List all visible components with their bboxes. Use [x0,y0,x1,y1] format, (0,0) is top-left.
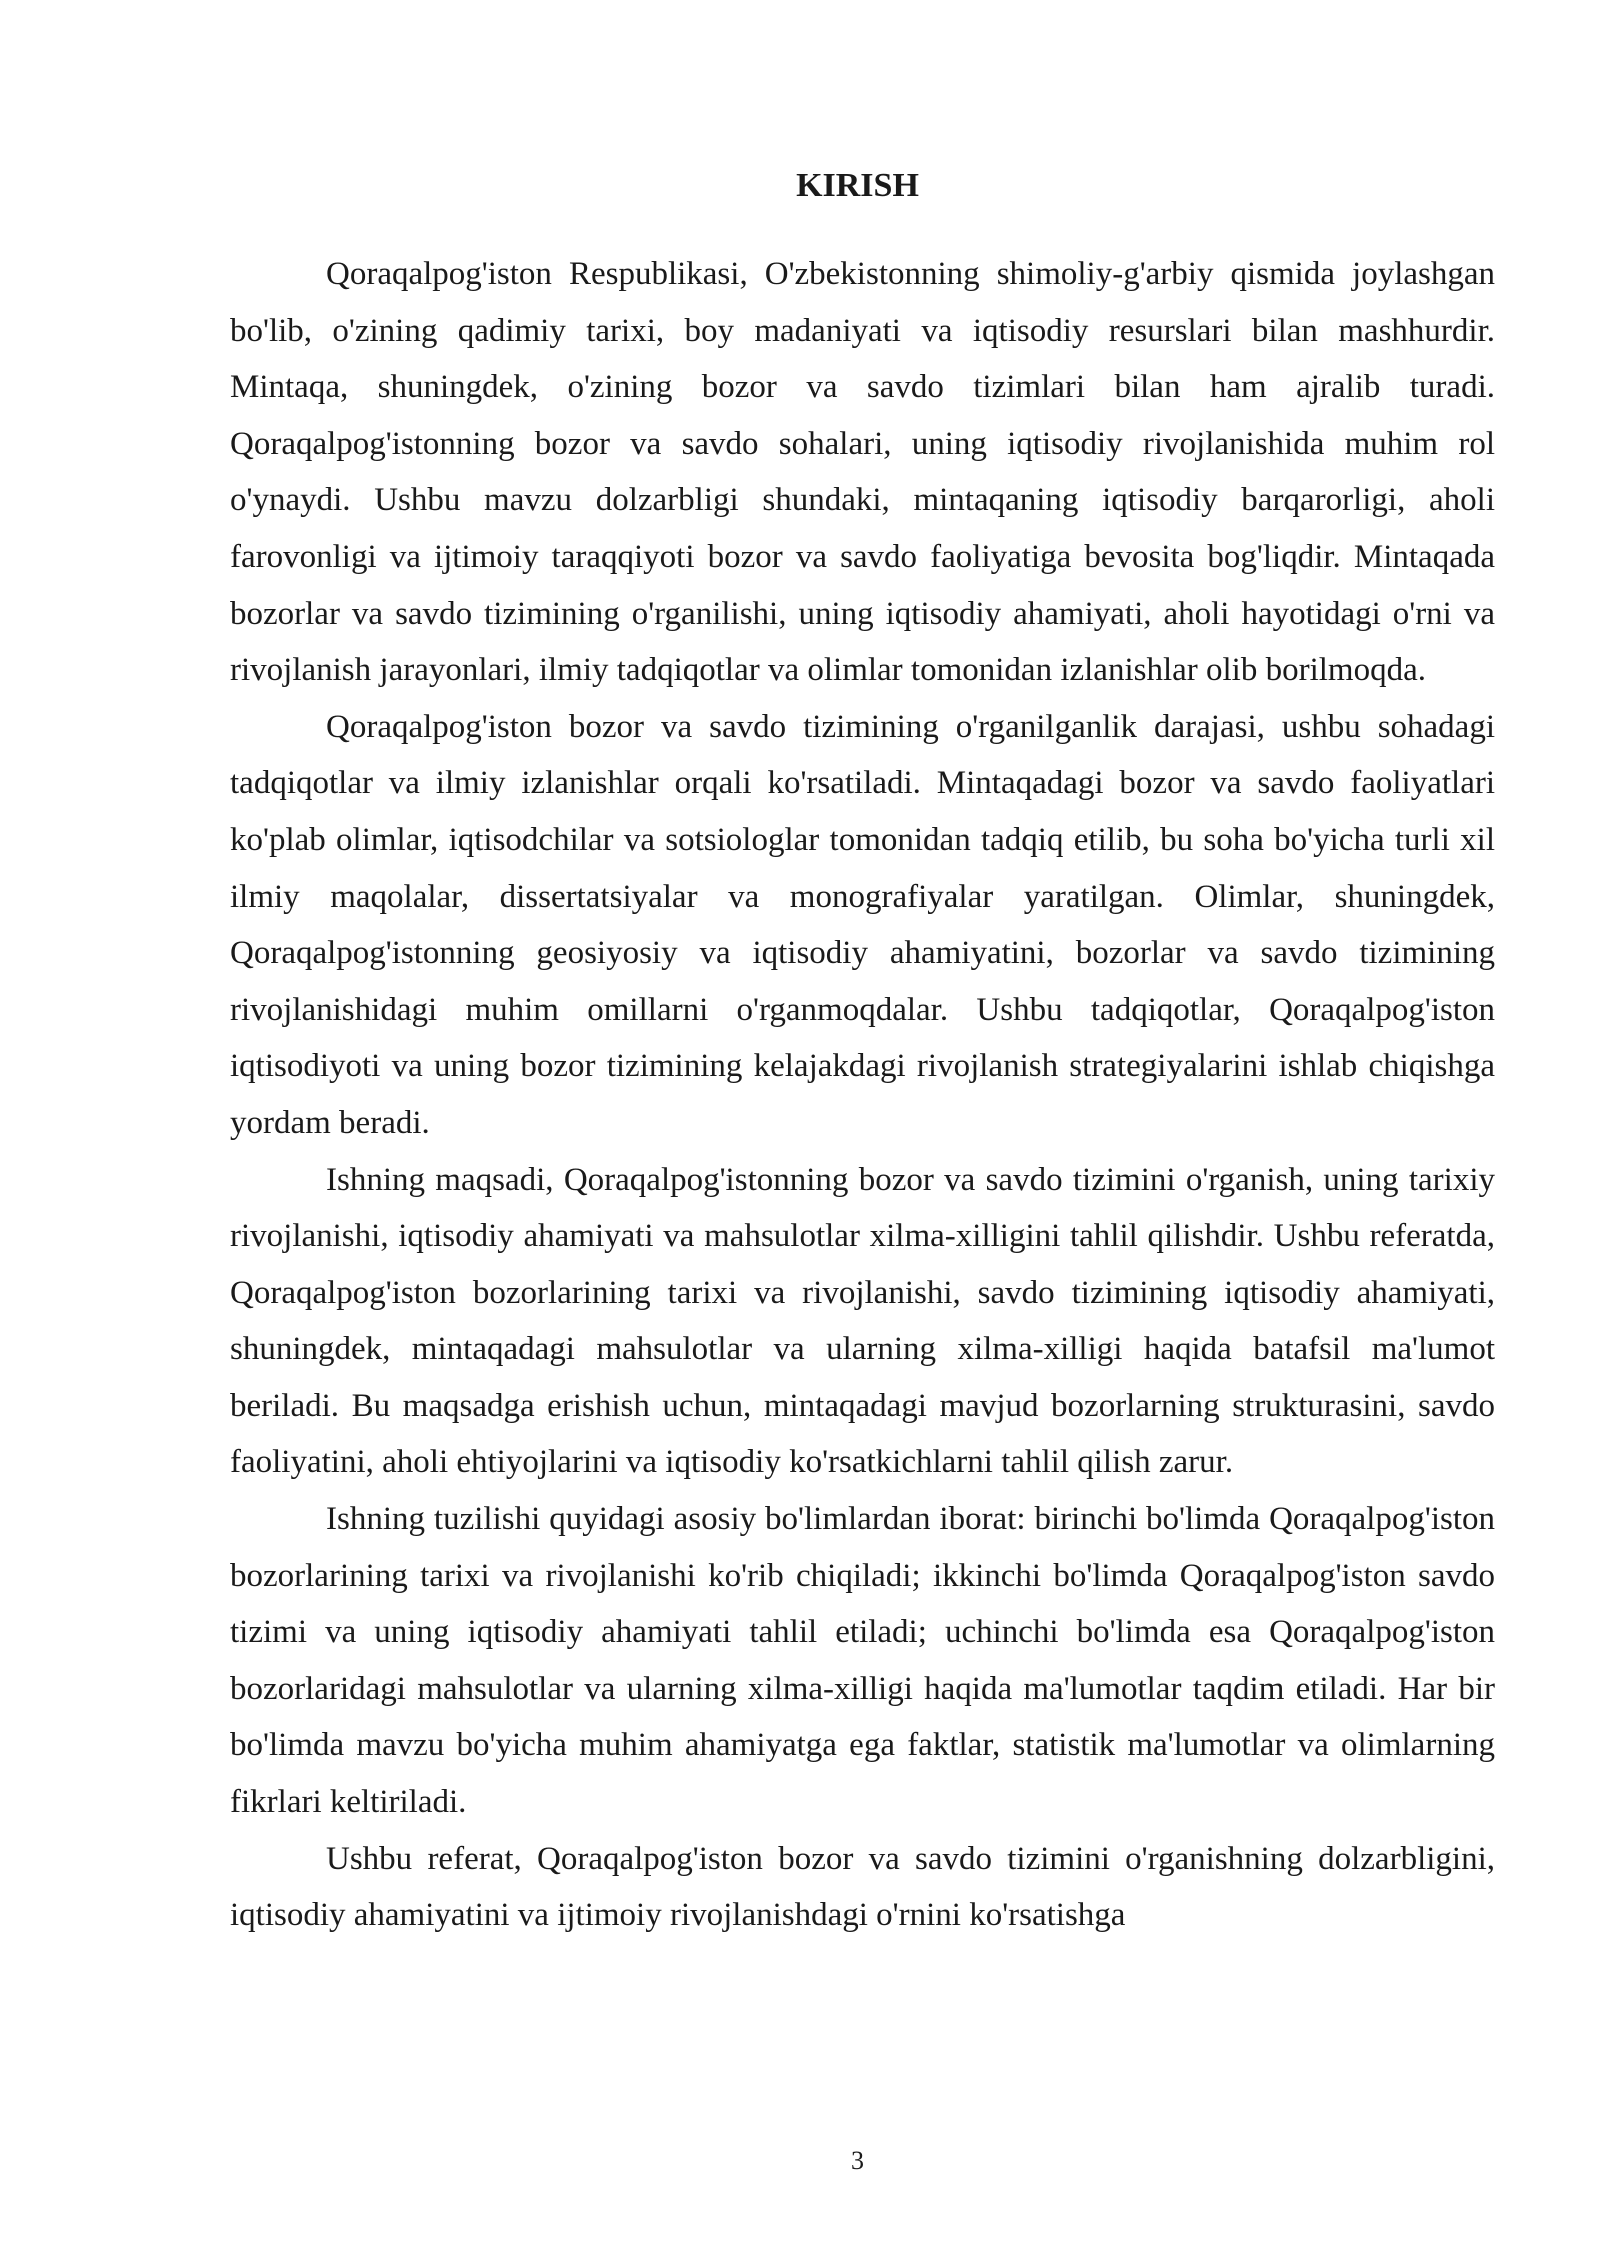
paragraph-structure: Ishning tuzilishi quyidagi asosiy bo'limlardan iborat: birinchi bo'limda Qoraqalpog'iston bozorlarining tarixi va rivojlanishi ko'rib chiqiladi; ikkinchi bo'limda Qoraqalpog'iston savdo tizimi va uning iqtisodiy ahamiyati tahlil etiladi; uchinchi bo'limda esa Qoraqalpog'iston bozorlaridagi mahsulotlar va ularning xilma-xilligi haqida ma'lumotlar taqdim etiladi. Har bir bo'limda mavzu bo'yicha muhim ahamiyatga ega faktlar, statistik ma'lumotlar va olimlarning fikrlari keltiriladi. [230,1501,1495,1821]
paragraph-study-level: Qoraqalpog'iston bozor va savdo tizimining o'rganilganlik darajasi, ushbu sohadagi tadqiqotlar va ilmiy izlanishlar orqali ko'rsatiladi. Mintaqadagi bozor va savdo faoliyatlari ko'plab olimlar, iqtisodchilar va sotsiologlar tomonidan tadqiq etilib, bu soha bo'yicha turli xil ilmiy maqolalar, dissertatsiyalar va monografiyalar yaratilgan. Olimlar, shuningdek, Qoraqalpog'istonning geosiyosiy va iqtisodiy ahamiyatini, bozorlar va savdo tizimining rivojlanishidagi muhim omillarni o'rganmoqdalar. Ushbu tadqiqotlar, Qoraqalpog'iston iqtisodiyoti va uning bozor tizimining kelajakdagi rivojlanish strategiyalarini ishlab chiqishga yordam beradi. [230,708,1495,1141]
page-number: 3 [851,2146,864,2175]
paragraph-goal: Ishning maqsadi, Qoraqalpog'istonning bozor va savdo tizimini o'rganish, uning tarixiy rivojlanishi, iqtisodiy ahamiyati va mahsulotlar xilma-xilligini tahlil qilishdir. Ushbu referatda, Qoraqalpog'iston bozorlarining tarixi va rivojlanishi, savdo tizimining iqtisodiy ahamiyati, shuningdek, mintaqadagi mahsulotlar va ularning xilma-xilligi haqida batafsil ma'lumot beriladi. Bu maqsadga erishish uchun, mintaqadagi mavjud bozorlarning strukturasini, savdo faoliyatini, aholi ehtiyojlarini va iqtisodiy ko'rsatkichlarni tahlil qilish zarur. [230,1161,1495,1481]
paragraph-conclusion-start: Ushbu referat, Qoraqalpog'iston bozor va savdo tizimini o'rganishning dolzarbligini, iqtisodiy ahamiyatini va ijtimoiy rivojlanishdagi o'rnini ko'rsatishga [230,1840,1495,1934]
paragraph-introduction: Qoraqalpog'iston Respublikasi, O'zbekistonning shimoliy-g'arbiy qismida joylashgan bo'lib, o'zining qadimiy tarixi, boy madaniyati va iqtisodiy resurslari bilan mashhurdir. Mintaqa, shuningdek, o'zining bozor va savdo tizimlari bilan ham ajralib turadi. Qoraqalpog'istonning bozor va savdo sohalari, uning iqtisodiy rivojlanishida muhim rol o'ynaydi. Ushbu mavzu dolzarbligi shundaki, mintaqaning iqtisodiy barqarorligi, aholi farovonligi va ijtimoiy taraqqiyoti bozor va savdo faoliyatiga bevosita bog'liqdir. Mintaqada bozorlar va savdo tizimining o'rganilishi, uning iqtisodiy ahamiyati, aholi hayotidagi o'rni va rivojlanish jarayonlari, ilmiy tadqiqotlar va olimlar tomonidan izlanishlar olib borilmoqda. [230,256,1495,689]
page-title: KIRISH [796,167,919,204]
body-text [230,246,1495,1944]
